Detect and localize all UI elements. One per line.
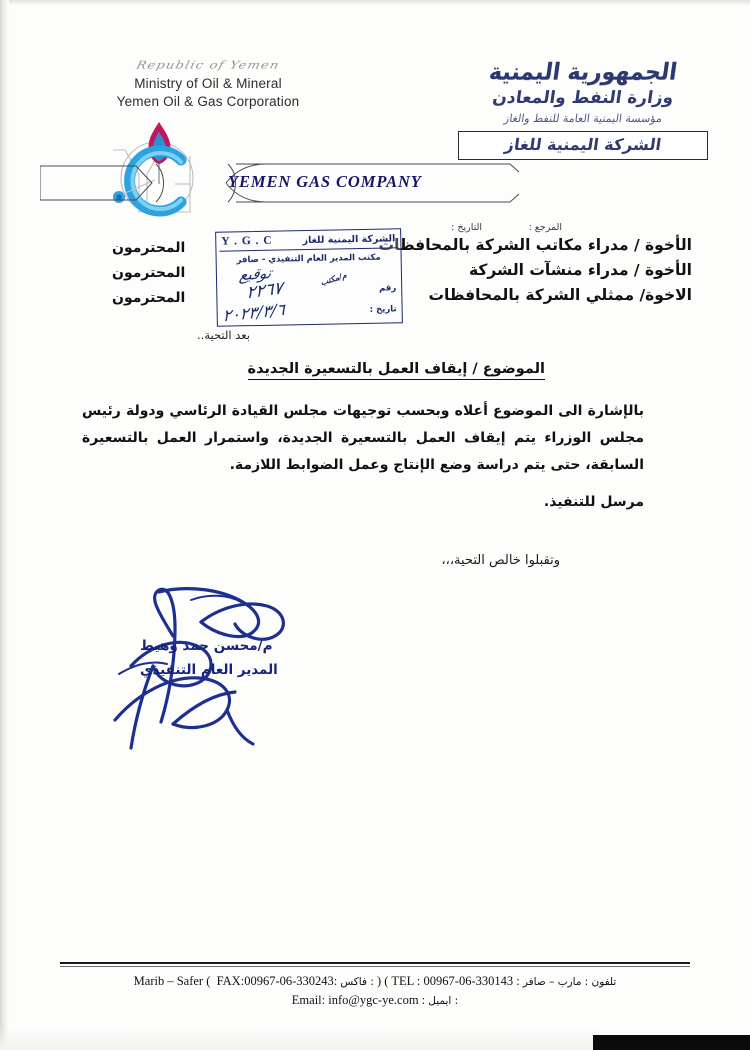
signer-title: المدير العام التنفيذي <box>140 662 278 678</box>
reference-label: المرجع : <box>528 222 562 233</box>
footer-email-value[interactable]: info@ygc-ye.com <box>328 992 419 1007</box>
subject-line: الموضوع / إيقاف العمل بالتسعيرة الجديدة <box>248 361 545 380</box>
header-left-block <box>58 58 358 111</box>
footer-fax-label-ar: فاكس : <box>340 976 374 988</box>
body-paragraph: بالإشارة الى الموضوع أعلاه وبحسب توجيهات مجلس القيادة الرئاسي ودولة رئيس مجلس الوزراء يتم إيقاف العمل بالتسعيرة الجديدة، واستمرار العمل بالتسعيرة السابقة، حتى يتم دراسة وضع الإنتاج وعمل الضوابط اللازمة. <box>82 403 644 473</box>
stamp-date-value: ٢٠٢٣/٣/٦ <box>222 299 286 326</box>
ministry-ar: وزارة النفط والمعادن <box>491 88 675 108</box>
stamp-date-label: تاريخ : <box>369 304 397 315</box>
footer-fax-label-en: FAX: <box>216 974 245 988</box>
corporation-ar: مؤسسة اليمنية العامة للنفط والغاز <box>503 112 663 125</box>
addressee-list <box>379 233 692 308</box>
footer-rule-thin <box>60 966 690 967</box>
scan-artifact-black-bar <box>593 1035 750 1050</box>
company-name-box <box>458 131 708 160</box>
ministry-line-1: Ministry of Oil & Mineral <box>134 76 282 91</box>
stamp-company-ar: الشركة اليمنية للغاز <box>302 232 396 246</box>
forwarded-note: مرسل للتنفيذ. <box>543 493 644 510</box>
closing-line: وتقبلوا خالص التحية،،، <box>441 553 560 568</box>
stamp-company-abbr: Y . G . C <box>221 234 273 248</box>
stamp-number-label: رقم <box>379 283 397 294</box>
stamp-number-suffix: م/مكتب <box>319 269 348 288</box>
republic-ar: الجمهورية اليمنية <box>487 59 679 86</box>
footer-line-1: Marib – Safer ( FAX:00967-06-330243: فاكس : ) ( TEL : 00967-06-330143 : تلفون : مارب – صافر <box>133 974 617 988</box>
honorific-list <box>112 236 185 311</box>
scan-edge-top <box>0 0 750 6</box>
honorific-line: المحترمون <box>112 240 186 256</box>
company-ar: الشركة اليمنية للغاز <box>503 135 663 154</box>
addressee-line: الأخوة / مدراء منشآت الشركة <box>468 261 692 280</box>
footer-location-en: Marib – Safer <box>133 974 204 988</box>
footer-line-2: Email: info@ygc-ye.com : ايميل : <box>291 992 459 1007</box>
stamp-handwritten-signature: توقيع <box>238 263 274 285</box>
banner-company-name: YEMEN GAS COMPANY <box>228 172 422 191</box>
footer-location-ar: مارب – صافر <box>522 976 582 988</box>
scan-edge-left <box>0 0 9 1050</box>
footer-tel-label-ar: تلفون : <box>584 976 617 988</box>
republic-of-yemen-script: Republic of Yemen <box>134 59 282 72</box>
scan-edge-bottom-fade <box>0 1026 600 1050</box>
stamp-office-line: مكتب المدير العام التنفيذي - صافر <box>236 252 381 266</box>
greeting-line: بعد التحية.. <box>197 328 250 342</box>
letter-body <box>82 398 644 516</box>
signer-name: م/محسن حمد وهيط <box>140 638 273 654</box>
header-right-block <box>458 60 708 160</box>
honorific-line: المحترمون <box>112 265 186 282</box>
footer-rule <box>60 962 690 964</box>
footer-tel-label-en: TEL : <box>391 974 421 988</box>
footer-email-label-en: Email: <box>291 992 326 1007</box>
footer-contact <box>60 972 690 1010</box>
footer-fax-value: 00967-06-330243 <box>244 974 334 988</box>
footer-tel-value: 00967-06-330143 <box>423 974 514 988</box>
office-stamp <box>215 228 403 327</box>
footer-email-label-ar: ايميل : <box>428 994 459 1007</box>
addressee-line: الأخوة / مدراء مكاتب الشركة بالمحافظات <box>378 236 692 254</box>
addressee-line: الاخوة/ ممثلي الشركة بالمحافظات <box>428 286 692 305</box>
honorific-line: المحترمون <box>112 290 186 307</box>
ministry-line-2: Yemen Oil & Gas Corporation <box>116 94 300 110</box>
date-label: التاريخ : <box>451 222 482 233</box>
stamp-number-value: ٢٢٦٧ <box>246 278 283 304</box>
